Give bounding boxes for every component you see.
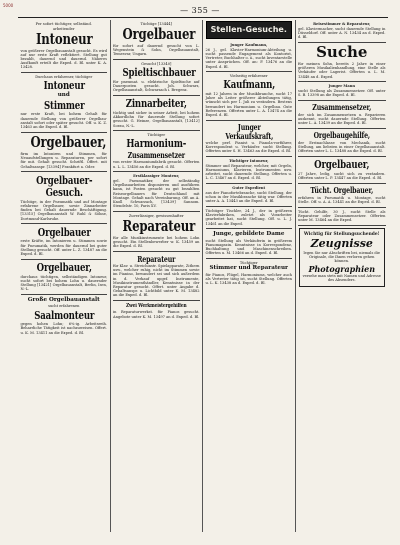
ad-orgelbauer-3 <box>21 260 108 295</box>
ad-heading: Stimmer <box>43 98 84 112</box>
ad-body: Tüchtiger Tischler, 24 J., der in größeren Klavierfabriken, zuletzt als Vorarbeiter gearbeitet hat, sucht Stellung. Off. u. L. J. 13461 an die Exped. <box>205 208 292 226</box>
notice-box <box>299 228 385 287</box>
notice-heading: Photographien <box>308 263 376 274</box>
column-1 <box>18 20 111 532</box>
ad-reparateur-2 <box>113 252 200 301</box>
ad-pre: Tüchtiger <box>239 260 258 265</box>
ad-werkmeister <box>113 301 200 321</box>
ad-body: tüchtig und sicher in seiner Arbeit, bei hohem Akkordlohn für dauernde Stellung sofort gesucht. G. Heinze, Orgelbauanstalt, [13412] Sorau, N.-L. <box>113 110 200 128</box>
ad-body: durchaus tüchtigen, selbständigen Intoneur, sucht sofort bei hohem Lohn u. dauernder Stellung [13421] Orgelbauanstalt, Berlin, Isen, N.-L. <box>20 274 107 292</box>
ad-body: 27 Jahre, ledig, sucht sich zu verändern. Offerten unter L. P. 13447 an die Exped. d. Bl. <box>298 172 386 181</box>
ad-body: gel. Pneumatiker, der selbständig Orgelbauarbeiten disponieren und ausführen kann, ist Posten gesucht zu gut bezahlten Reiseorgelbauers für Deutschland mit Montage. Gehalt nach Vereinbarung. Off. an A. Knoll Schwarzach, [13439] Sannom. Stendelstr. 10, Paris XV. <box>113 179 200 209</box>
ad-heading: Junge, gebildete Dame <box>213 230 285 237</box>
column-4 <box>296 20 389 532</box>
ad-body: der sich im Zusammensetzen u. Reparieren auskennt, sucht dauernde Stellung. Offerten unter L. A. 13439 an die Exped. d. Bl. <box>298 112 386 126</box>
ad-zusammensetzer <box>298 101 386 129</box>
ad-heading: Orgelbauer, <box>314 158 370 172</box>
ad-intoneur-gesuch <box>206 157 293 184</box>
ad-orgelbaugehilfe <box>298 129 386 157</box>
ad-pre: Junger Mann <box>328 84 355 89</box>
ad-heading: Zusammensetzer, <box>312 102 372 113</box>
ad-heading: Große Orgelbauanstalt <box>27 296 100 303</box>
ad-body: sucht Stellung als Zusammensetzer. Off. unter S. B. 13398 an die Exped. d. Bl. <box>298 89 386 98</box>
header-rule <box>18 17 388 18</box>
ad-heading: Zwei Werkmeistergehilfen <box>125 302 187 309</box>
ad-pre: Tüchtiger Intoneur, <box>228 159 269 164</box>
ad-saalmonteur <box>21 295 108 337</box>
ad-heading: Orgelbauer <box>37 225 91 239</box>
ad-body: aus der Pianofortebranche, sucht Stellung, der schon in der Musikbranche tätig war. Offerten unter A. A. 13443 an die Exped. d. Bl. <box>205 190 292 204</box>
ad-intoneur-2 <box>21 73 108 132</box>
ad-body: firm im Intoniren und Stimmen, für Neuaufstellungen u. Reparaturen, per sofort für mit. Gehalt gesucht. Schriftl. Offert. mit Gehaltsanspr. [13394] Frankfurt a. Oder. <box>20 151 107 169</box>
ad-heading: Orgelbauer <box>122 25 196 44</box>
ad-body: für meinen Sohn, bereits 2 Jahre in einer größeren Musikalienhandlung, eine Stelle als Verkäufer oder Lagerist. Offerten u. L. M. 13448 an d. Exped. <box>298 62 386 79</box>
notice-subtitle: Wichtig für Stellungsuchende! <box>303 232 380 238</box>
ad-body: für alle Musikinstrumente bei hohem Lohn gesucht. Ein Stellenbewerber w. K. 13459 an die Exped. d. Bl. <box>113 235 200 249</box>
columns <box>18 20 388 532</box>
ad-expedient <box>206 184 293 207</box>
ad-tischler <box>206 207 293 229</box>
ad-pre: arbeitender <box>53 26 75 31</box>
ad-verkaufskraft <box>206 121 293 157</box>
ad-junger-kaufmann <box>206 41 293 72</box>
ad-body: für Klav. u. Streichinstr. Spielapparate, Zithern usw., welcher ruhig, nicht im Stimmen sowie im Pianino, bewandert sei und sich außerdem in d. Verkauf upgef. Instrumente, Musikinstrumenthändler, Kenntnisse in der Reparatur gesucht. Offert. unter Angabe d. Gehaltsanspr. u. Lichtbild unter K. M. 13482 an die Exped. d. Bl. <box>113 263 200 298</box>
ad-body: gegen hohen Lohn; 6%-ig. Arbeitsreih. Beharrliche Tätigkeit ist nachzuweisen. Offert. u. K. M. 13411 an die Exped. d. Bl. <box>20 322 107 335</box>
ad-body: in Reparaturwerkst. für Pianos gesucht. Angebote unter K. M. 13497 an d. Exped. d. Bl. <box>113 310 200 319</box>
ad-heading: und <box>57 91 70 98</box>
ad-body: von größerer Orgelbauanstalt gesucht. Es wird auf nur erste Kraft reflektiert. Stellung gut bezahlt, dauernd und dauernd. Näheres Ausfkunft erteilt die Exped. d. Bl. unter K. A. 13428. <box>20 48 107 70</box>
ad-body: erste Kräfte, im Intonieren u. Stimmen sowie für Pneumatik, werden für dauernd bei guter Stellung gesucht. Off. unter L. Z. 13487 an die Exped. d. Bl. <box>20 239 107 256</box>
ad-body: gel. Klaviermacher, sucht dauernde Stellung in Düsseldorf. Off. unter A. N. 13434 an d. Exped. d. Bl. <box>298 26 386 40</box>
ad-orgelbauer-wegenstein <box>113 20 200 60</box>
section-banner: Stellen-Gesuche. <box>206 21 293 39</box>
ad-heading: Intoneur <box>35 29 93 48</box>
ad-junger-mann <box>298 82 386 101</box>
ad-pre: Zuverlässiger, gewissenhafter <box>128 213 184 218</box>
ad-reisestimmer <box>298 20 386 43</box>
ad-kaufmann <box>206 72 293 120</box>
ad-body: für pneumat. u. elektrische Spieltische auf Dauerposten gesucht. Joh. Schwarz, Orgelbauanstalt, Schwarzach i. Bregenz. <box>113 79 200 93</box>
ad-tuecht-orgelbauer <box>298 184 386 208</box>
ad-heading: Tücht. Orgelbauer, <box>310 185 374 196</box>
ad-orgelbauer-gesuch-2 <box>298 157 386 184</box>
ad-body: für sofort auf dauernd gesucht von L. Wegenstein & Sohn, Orgelbauanstalt, Temesvar, Ungarn. <box>113 43 200 57</box>
ad-heading: Reparateur <box>122 217 196 236</box>
ad-junge-dame <box>206 229 293 259</box>
ad-heading: Orgelbauer, <box>36 261 92 275</box>
ad-pre: Guter Expedient <box>232 186 266 191</box>
corner-mark: 5000 <box>3 3 14 8</box>
ad-heading: Orgelbaugehilfe, <box>313 130 370 141</box>
ad-pre: Gesucht [13340] <box>141 62 172 67</box>
ad-heading: Orgelbauer- <box>35 173 92 187</box>
ad-pre: Vielseitig erfahrener <box>229 74 268 79</box>
notice-body: versehe man stets mit Namen und Adresse des Absenders. <box>302 273 381 283</box>
ad-heading: Saalmonteur <box>33 308 94 322</box>
ad-pre: Durchaus erfahrener, tüchtiger <box>35 75 93 80</box>
ad-monteur <box>113 172 200 212</box>
ad-heading: Gesuch. <box>45 186 83 200</box>
ad-heading: Zusammensetzer <box>127 150 185 161</box>
ad-body: welche perf. Pianist u. Pianola-vorführer, Korrespondent u. Verkäufer. sucht Stellung. Offerten unter S. H. 13463 an die Exped. d. Bl. <box>205 140 292 154</box>
ad-orgelbauer-1 <box>21 133 108 173</box>
ad-pre: Erstklassiger Monteur, <box>133 174 180 179</box>
ad-body: nur erste Kraft, bei hohem Gehalt für dauernde Stellung von größerer Orgelbau-anstalt sofort oder später gesucht. Off. u. K. Z. 13463 an die Exped. d. Bl. <box>20 112 107 129</box>
ad-gehilfe <box>298 208 386 226</box>
ad-heading: Suche <box>316 43 368 62</box>
ad-spieltischbauer <box>113 60 200 96</box>
ad-harmonium <box>113 131 200 172</box>
ad-pre: Per sofort tüchtiger, selbständ. <box>35 22 92 26</box>
ad-body: sucht Stellung als Verkäuferin in größerem Pianomagazin. Kenntnisse in Korrespondenz, Buchhaltung und Maschinenschreiben. Offerten u. M. 13466 an d. Exped. d. Bl. <box>205 238 292 256</box>
ad-heading: Harmonium- <box>126 137 187 151</box>
notice-heading: Zeugnisse <box>310 237 373 251</box>
ad-pre: Junger Kaufmann, <box>230 43 268 47</box>
ad-zinnarbeiter <box>113 96 200 131</box>
notice-body: legen Sie nur Abschriften bei, niemals die Originale, die Ihnen verloren gehen können. <box>303 250 381 264</box>
ad-pre: Reisestimmer & Reparateur, <box>313 22 371 26</box>
column-2 <box>111 20 204 532</box>
ad-heading: Stimmer und Reparateur <box>209 265 288 272</box>
ad-heading: Zinnarbeiter, <box>125 97 187 111</box>
ad-body: von erster Harmoniumfabrik gesucht. Offerten u. L. L. 13456 an die Exped. d. Bl. <box>113 160 200 169</box>
page-number: — 355 — <box>180 6 220 15</box>
ad-intoneur-1 <box>21 20 108 73</box>
ad-body: Tüchtige, in der Pneumatik und auf Montage erfahrene Orgelbauer, sowie Zinnarbeiter finden bei Gehalt dauernde Beschäftigung. [13315] Orgelbauanstalt W. Ruhl & Söhne, Dortmund-Karlsruhe. <box>20 199 107 221</box>
ad-heading: Intoneur <box>43 79 85 93</box>
ad-orgelbauer-gesuch <box>21 172 108 224</box>
ad-heading: Spieltischbauer <box>122 66 196 80</box>
ad-body: mit 12 Jahren in der Musikbranche, sucht 17 Jahre als Leiter größerer Abteilungen tätig, wünscht sich per 1. Juli zu verändern. Bestens bewandert im Harmonium u. Orgelbau. Gute Referenzen. Offerten unter L. A. 13474 an die Exped. d. Bl. <box>205 91 292 117</box>
column-3 <box>203 20 296 532</box>
ad-reparateur-1 <box>113 212 200 252</box>
ad-body: der Erstnachlasse von Mechanik, sucht Stellung, am liebsten in einer Orgelbauanstalt. Offerten unter L. L. 13488 an die Exped. d. Bl. <box>298 140 386 154</box>
ad-heading: Kaufmann, <box>222 78 275 92</box>
ad-stimmer <box>206 259 293 288</box>
ad-suche <box>298 43 386 83</box>
ad-heading: Orgelbauer, <box>30 133 106 152</box>
ad-pre: Tüchtige [13444] <box>140 22 172 26</box>
ad-orgelbauer-2 <box>21 224 108 259</box>
ad-heading: Junger Verkaufskraft, <box>224 122 273 141</box>
ad-body: erfahren in Pneumatik u. Montage, sucht Stelle. Off. u. A. A. 13441 an die Exped. d. Bl. <box>298 195 386 205</box>
ad-heading: Reparateur <box>137 253 176 264</box>
ad-body: für Pianos, Flügel, Harmoniums, welcher auch als Vertreter tätig ist, sucht Stellung. Offerten u. L. K. 13438 an d. Exped. d. Bl. <box>205 272 292 286</box>
ad-pre: Tüchtiger <box>147 133 166 138</box>
ad-body: 26 J., gel. Klavier-Harmonium-Abteilung u. sucht passende Engagement als Kontorist, Vertreter, Buchhalter o. ä., sucht Inventarstelle unter Ansprüchen. Off. an: F. 13476 an die Exped. d. Bl. <box>205 47 292 69</box>
ad-body: Tücht. Gehilfe, 30 J., sucht Stelle als Reparateur oder Zusammensetzer. Offerten unter M. 13464 an die Exped. <box>298 209 386 223</box>
ad-pre: sucht erfahrenen <box>48 304 80 309</box>
ad-body: Stimmer und Reparateur, welcher, mit Orgeln, Harmoniums, Klavieren, Instrumenten usw. arbeitet, sucht dauernde Stellung. Offerten u. L. C. 13467 an d. Exped. d. Bl. <box>205 163 292 181</box>
